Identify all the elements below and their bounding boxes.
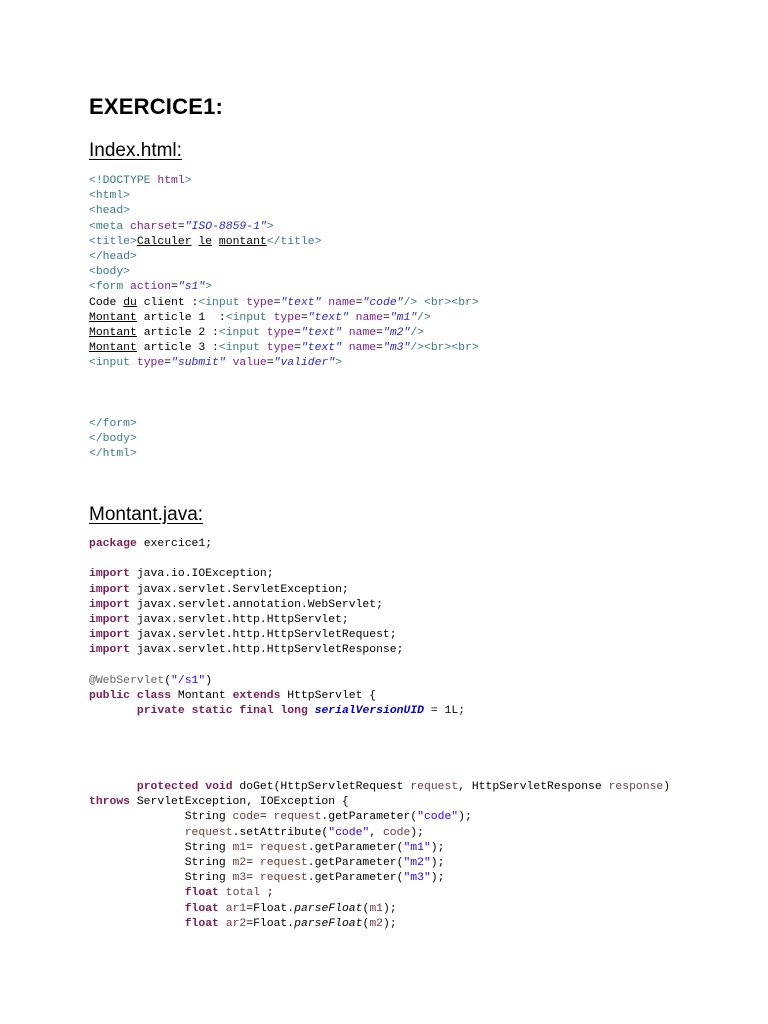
code-token: javax.servlet.http.HttpServletResponse;	[130, 644, 404, 657]
code-token: />	[410, 342, 424, 355]
code-token: "m3"	[403, 872, 431, 885]
code-token: extends	[232, 689, 281, 702]
code-token	[89, 887, 185, 899]
code-token: );	[410, 826, 424, 839]
code-token	[185, 705, 192, 717]
code-token: float	[184, 917, 219, 930]
code-token: );	[430, 841, 445, 854]
code-token: final	[239, 705, 274, 718]
code-token: class	[136, 689, 172, 702]
code-token: <br><br>	[424, 342, 479, 355]
code-token: , HttpServletResponse	[458, 781, 609, 793]
code-token: charset	[130, 220, 178, 233]
code-line	[89, 734, 670, 749]
code-token: <input	[225, 311, 274, 324]
code-line	[89, 567, 670, 582]
code-token	[349, 312, 356, 324]
code-token: name	[328, 296, 356, 309]
code-token: ServletException, IOException {	[130, 796, 349, 809]
code-token: .setAttribute(	[232, 826, 329, 839]
code-token: html	[157, 175, 185, 187]
code-token: import	[89, 644, 131, 657]
code-line	[89, 326, 479, 341]
code-token: type	[136, 357, 165, 370]
code-token: du	[123, 296, 137, 309]
code-token: =	[259, 811, 274, 824]
code-token: "text"	[280, 296, 322, 309]
index-section-title: Index.html:	[89, 140, 182, 161]
code-token: void	[205, 781, 233, 793]
code-token: ;	[259, 887, 274, 900]
code-line	[89, 886, 670, 901]
code-token: "text"	[300, 326, 342, 339]
code-token: =Float.	[246, 917, 295, 930]
code-token: type	[266, 326, 295, 339]
code-token: "code"	[328, 826, 370, 839]
code-token: request	[259, 856, 308, 869]
code-token: );	[430, 856, 445, 869]
code-token: article 1 :	[136, 311, 226, 324]
code-token: );	[430, 872, 445, 885]
code-token: <input	[218, 342, 267, 355]
code-token: <meta	[89, 220, 131, 233]
page-title: EXERCICE1:	[89, 94, 224, 119]
code-token: <html>	[89, 190, 131, 203]
code-token: response	[608, 781, 664, 793]
code-token: ,	[369, 826, 383, 839]
code-line	[89, 628, 670, 643]
code-token: )	[663, 781, 671, 793]
code-line	[89, 856, 670, 871]
code-token: "submit"	[171, 357, 226, 370]
code-token: String	[89, 811, 233, 824]
code-token	[219, 903, 226, 915]
code-token: javax.servlet.http.HttpServlet;	[130, 613, 349, 626]
code-token: (	[362, 917, 370, 930]
code-token: article 3 :	[136, 342, 219, 355]
code-token: m1	[232, 841, 247, 854]
code-token: float	[184, 887, 219, 900]
code-line	[89, 311, 479, 326]
code-token: .getParameter(	[307, 872, 404, 885]
code-token: "m1"	[403, 841, 431, 854]
code-token: <form	[89, 281, 131, 294]
code-token: =	[273, 296, 281, 309]
code-token: m3	[232, 872, 247, 885]
code-token: String	[89, 856, 233, 869]
code-token: =	[164, 357, 172, 370]
code-token: import	[89, 613, 131, 626]
code-token: HttpServlet {	[280, 689, 377, 702]
code-token: </body>	[89, 433, 137, 446]
code-token	[226, 357, 233, 369]
code-line	[89, 810, 670, 825]
code-token: = 1L;	[424, 705, 466, 718]
code-token	[130, 690, 137, 702]
code-token: <title>	[89, 235, 137, 248]
code-token: <br><br>	[424, 296, 479, 309]
code-token: request	[273, 811, 322, 824]
code-token: client :	[136, 296, 199, 309]
java-section-title: Montant.java:	[89, 504, 204, 525]
code-token: Code	[89, 296, 124, 309]
code-token: javax.servlet.http.HttpServletRequest;	[130, 629, 397, 642]
code-line	[89, 765, 670, 780]
code-token: .getParameter(	[321, 811, 418, 824]
code-token: "text"	[307, 311, 349, 324]
code-token: code	[382, 826, 411, 839]
code-token: import	[89, 629, 131, 642]
code-token: ar1	[225, 902, 247, 915]
code-token: "valider"	[273, 357, 336, 370]
code-line	[89, 235, 479, 250]
montant-java-code	[89, 537, 670, 932]
code-token	[219, 918, 226, 930]
code-token: <!DOCTYPE	[89, 175, 158, 187]
code-line	[89, 220, 479, 235]
code-token: parseFloat	[294, 917, 363, 930]
code-token: public	[89, 689, 131, 702]
code-token: import	[89, 583, 131, 596]
code-line	[89, 689, 670, 704]
code-token: );	[382, 902, 397, 915]
code-token: <head>	[89, 205, 131, 218]
code-token: "m1"	[389, 311, 418, 324]
code-token	[308, 705, 315, 717]
code-token	[342, 342, 349, 354]
code-token: =	[382, 311, 390, 324]
code-token: value	[232, 357, 267, 370]
code-token: "m3"	[382, 342, 411, 355]
code-line	[89, 250, 479, 265]
code-token: />	[403, 296, 418, 309]
code-token: <input	[218, 326, 267, 339]
code-token: protected	[136, 781, 199, 793]
code-token: );	[382, 917, 397, 930]
code-token: "m2"	[382, 326, 411, 339]
code-token: type	[273, 311, 301, 324]
code-token: import	[89, 598, 131, 611]
code-line	[89, 189, 479, 204]
code-token	[89, 781, 137, 793]
code-token: doGet(HttpServletRequest	[232, 781, 411, 793]
code-token: <input	[198, 296, 247, 309]
code-token: "/s1"	[171, 674, 206, 687]
code-token: "code"	[362, 296, 404, 309]
code-line	[89, 841, 670, 856]
code-line	[89, 598, 670, 613]
code-line	[89, 674, 670, 689]
code-line	[89, 583, 670, 598]
code-line	[89, 447, 479, 462]
code-token	[89, 705, 137, 717]
code-token: (	[362, 902, 370, 915]
code-token: </form>	[89, 418, 137, 430]
code-token: >	[335, 357, 342, 370]
code-token: "ISO-8859-1"	[184, 220, 267, 233]
code-line	[89, 719, 670, 734]
code-token: (	[164, 674, 172, 687]
code-token: import	[89, 568, 131, 581]
code-line	[89, 659, 670, 674]
code-token: type	[246, 296, 274, 309]
code-token: javax.servlet.annotation.WebServlet;	[130, 598, 383, 611]
code-token: static	[191, 705, 233, 718]
code-token: =	[355, 296, 363, 309]
code-line	[89, 371, 479, 386]
code-token: private	[136, 705, 185, 718]
code-line	[89, 296, 479, 311]
code-token: parseFloat	[294, 902, 363, 915]
code-token: String	[89, 841, 233, 854]
code-token: action	[130, 281, 172, 294]
code-token: Montant	[171, 689, 233, 702]
code-token: javax.servlet.ServletException;	[130, 583, 349, 596]
code-line	[89, 402, 479, 417]
code-line	[89, 917, 670, 932]
code-token: Calculer	[136, 235, 192, 248]
code-token: article 2 :	[136, 326, 219, 339]
code-token: montant	[218, 235, 267, 248]
code-token: </head>	[89, 250, 137, 263]
code-token: "text"	[300, 342, 342, 355]
code-token: java.io.IOException;	[130, 568, 274, 581]
code-token: );	[458, 811, 472, 824]
code-token: =	[300, 311, 308, 324]
code-token: Montant	[89, 311, 137, 324]
code-line	[89, 704, 670, 719]
code-token: code	[232, 811, 260, 824]
code-token: ar2	[225, 917, 247, 930]
code-line	[89, 417, 479, 432]
code-line	[89, 387, 479, 402]
code-token: =	[177, 220, 185, 233]
code-token: String	[89, 872, 233, 885]
code-token: =	[246, 872, 260, 885]
code-token: =	[376, 342, 383, 355]
code-token: =Float.	[246, 902, 295, 915]
code-token: Montant	[89, 326, 137, 339]
code-token: request	[410, 781, 459, 793]
code-token: />	[417, 311, 431, 324]
code-line	[89, 643, 670, 658]
code-line	[89, 613, 670, 628]
code-token: =	[266, 357, 274, 370]
code-token: =	[171, 281, 178, 294]
code-line	[89, 174, 479, 189]
code-token: name	[355, 311, 383, 324]
code-line	[89, 432, 479, 447]
code-token	[212, 236, 219, 248]
code-token: request	[184, 826, 233, 839]
code-token: >	[266, 220, 274, 233]
code-token: serialVersionUID	[314, 705, 425, 718]
code-token: throws	[89, 796, 131, 809]
code-token: <body>	[89, 266, 131, 279]
code-token	[89, 903, 185, 915]
code-token: "code"	[417, 811, 459, 824]
index-html-code	[89, 174, 479, 463]
code-token: />	[410, 326, 424, 339]
code-token: .getParameter(	[307, 856, 404, 869]
code-token: float	[184, 902, 219, 915]
code-token: </html>	[89, 448, 137, 461]
code-line	[89, 871, 670, 886]
code-token: type	[266, 342, 295, 355]
code-token: </title>	[266, 235, 322, 248]
code-token: m2	[232, 856, 247, 869]
code-line	[89, 537, 670, 552]
code-line	[89, 552, 670, 567]
code-token: long	[280, 705, 308, 718]
code-token: )	[205, 674, 213, 687]
code-token: package	[89, 538, 137, 550]
code-token	[89, 827, 185, 839]
code-token: =	[246, 841, 260, 854]
code-token: le	[198, 235, 213, 248]
code-line	[89, 356, 479, 371]
code-token: >	[184, 175, 192, 187]
code-token	[89, 918, 185, 930]
code-token: request	[259, 841, 308, 854]
code-token: =	[294, 326, 301, 339]
code-line	[89, 204, 479, 219]
code-token: .getParameter(	[307, 841, 404, 854]
code-token: total	[225, 887, 260, 900]
code-token: =	[376, 326, 383, 339]
code-token: name	[348, 326, 377, 339]
code-line	[89, 341, 479, 356]
code-token: >	[205, 281, 213, 294]
code-token: @WebServlet	[89, 674, 165, 687]
code-token: =	[294, 342, 301, 355]
code-token: =	[246, 856, 260, 869]
code-token: Montant	[89, 342, 137, 355]
code-line	[89, 265, 479, 280]
code-token	[342, 327, 349, 339]
code-token	[417, 297, 424, 309]
code-token: m2	[369, 917, 383, 930]
code-line	[89, 902, 670, 917]
code-token: "s1"	[177, 281, 206, 294]
code-token: m1	[369, 902, 383, 915]
code-token: <input	[89, 357, 137, 370]
code-line	[89, 750, 670, 765]
code-token: exercice1;	[136, 538, 213, 550]
code-line	[89, 780, 670, 795]
code-token: "m2"	[403, 856, 431, 869]
code-token	[219, 887, 226, 899]
code-token: name	[348, 342, 377, 355]
code-line	[89, 280, 479, 295]
code-line	[89, 795, 670, 810]
code-line	[89, 826, 670, 841]
code-token: request	[259, 872, 308, 885]
